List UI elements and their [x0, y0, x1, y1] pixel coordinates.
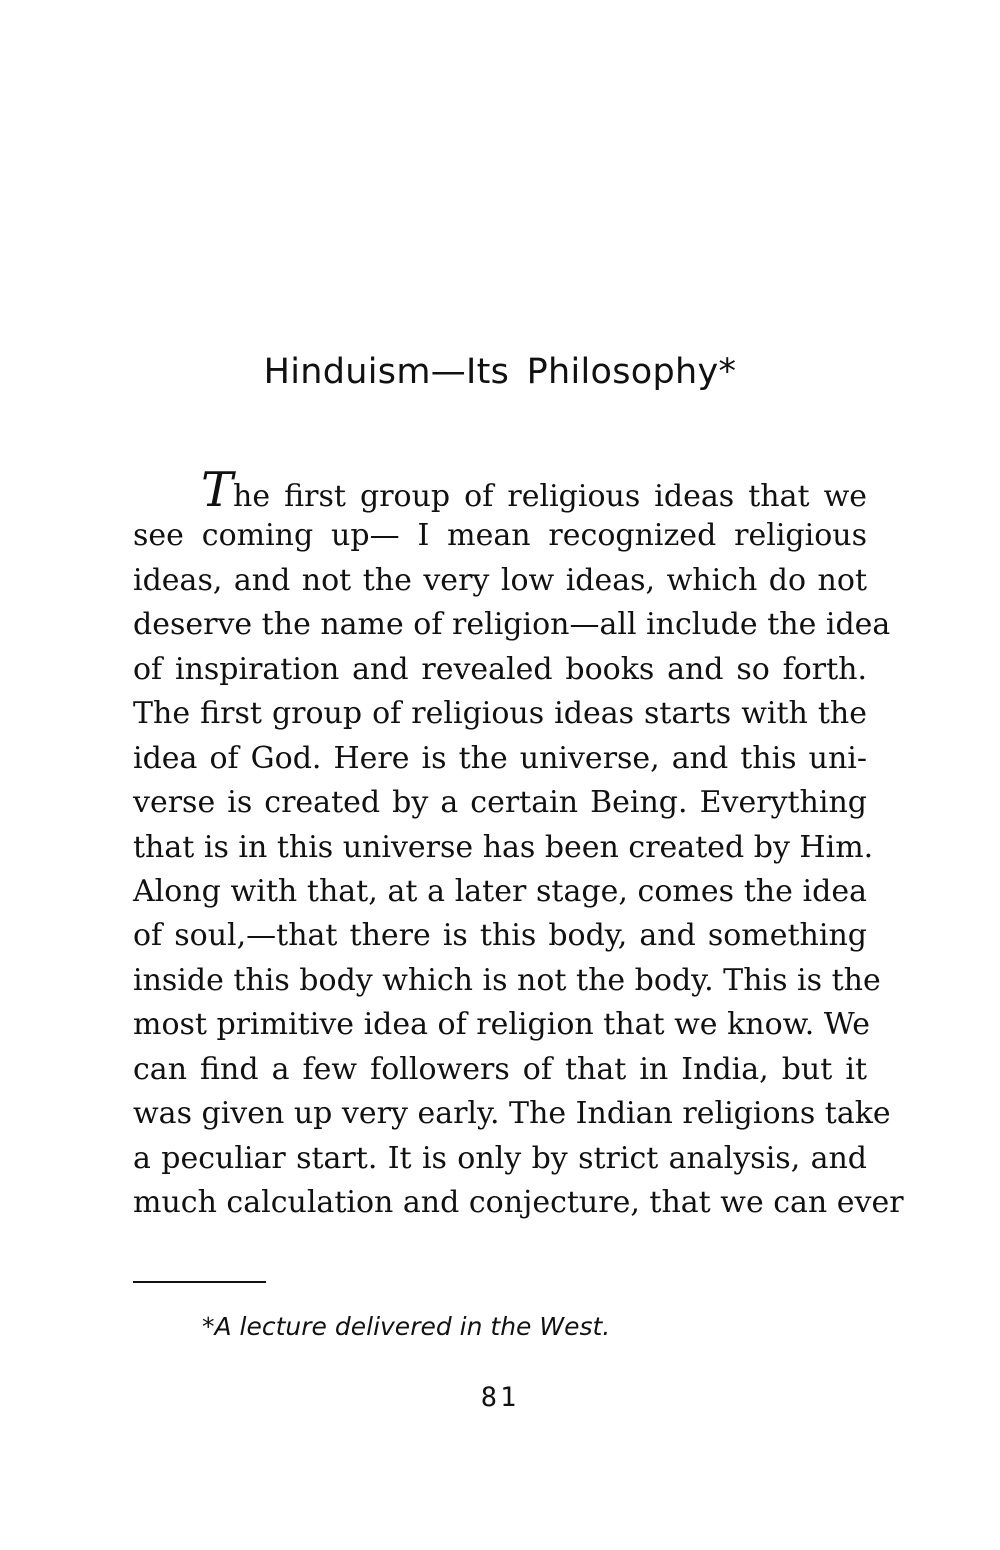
text-line-11: of soul,—that there is this body, and something — [133, 918, 867, 954]
body-paragraph — [133, 462, 904, 1225]
text-line-12: inside this body which is not the body. This is the — [133, 962, 881, 998]
text-line-2: see coming up— I mean recognized religious — [133, 518, 867, 554]
text-line-13: most primitive idea of religion that we know. We — [133, 1007, 870, 1043]
footnote-divider — [133, 1281, 266, 1283]
drop-cap: T — [201, 462, 234, 518]
text-line-10: Along with that, at a later stage, comes the idea — [133, 873, 867, 909]
page-number: 81 — [480, 1382, 520, 1413]
text-line-15: was given up very early. The Indian religions take — [133, 1096, 891, 1132]
text-line-14: can find a few followers of that in India, but it — [133, 1051, 867, 1087]
footnote: *A lecture delivered in the West. — [202, 1312, 611, 1341]
text-line-7: idea of God. Here is the universe, and this uni- — [133, 740, 867, 776]
chapter-title: Hinduism—Its Philosophy* — [263, 352, 737, 392]
text-line-16: a peculiar start. It is only by strict analysis, and — [133, 1140, 867, 1176]
text-line-8: verse is created by a certain Being. Everything — [133, 785, 867, 821]
text-line-6: The first group of religious ideas starts with the — [133, 696, 867, 732]
text-line-1 — [133, 462, 867, 518]
text-line-17: much calculation and conjecture, that we can ever — [133, 1185, 904, 1220]
text-line-3: ideas, and not the very low ideas, which do not — [133, 562, 867, 598]
text-line-4: deserve the name of religion—all include the idea — [133, 607, 891, 643]
text-line-1-content: he first group of religious ideas that we — [233, 479, 867, 514]
text-line-5: of inspiration and revealed books and so forth. — [133, 651, 867, 687]
text-line-9: that is in this universe has been created by Him. — [133, 829, 874, 865]
